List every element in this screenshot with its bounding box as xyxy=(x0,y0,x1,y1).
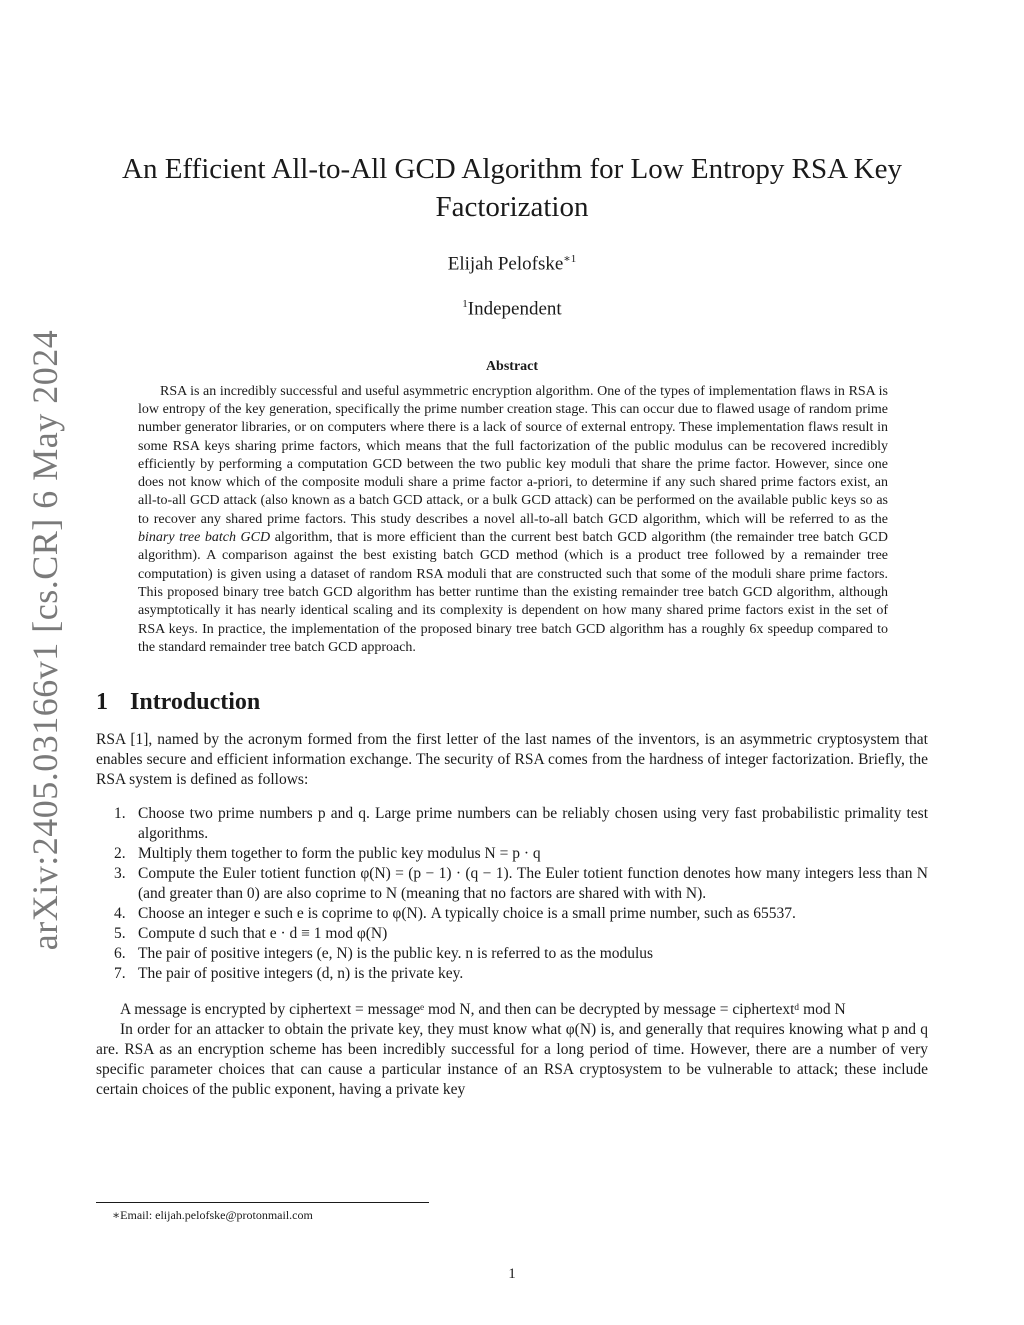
affiliation-name: Independent xyxy=(467,298,562,320)
section-heading-introduction xyxy=(96,689,928,716)
list-item xyxy=(114,964,928,984)
section-title: Introduction xyxy=(130,689,261,716)
list-item-text: Compute d such that e · d ≡ 1 mod φ(N) xyxy=(138,925,388,943)
abstract-heading: Abstract xyxy=(485,358,539,374)
list-item-number: 5. xyxy=(114,925,126,943)
encryption-paragraph: A message is encrypted by ciphertext = messageᵉ mod N, and then can be decrypted by message = ciphertextᵈ mod N xyxy=(120,1001,846,1019)
abstract-emphasis: binary tree batch GCD xyxy=(138,530,271,546)
rsa-steps-list xyxy=(114,804,928,984)
list-item xyxy=(114,944,928,964)
page-number: 1 xyxy=(508,1266,516,1282)
list-item-text: The pair of positive integers (d, n) is the private key. xyxy=(138,965,464,983)
affiliation-line xyxy=(96,291,928,322)
list-item-text: Choose an integer e such e is coprime to φ(N). A typically choice is a small prime number, such as 65537. xyxy=(138,905,796,923)
list-item xyxy=(114,844,928,864)
list-item xyxy=(114,864,928,904)
author-mark: ∗1 xyxy=(563,253,577,265)
footnote-divider xyxy=(96,1202,429,1203)
list-item-text: Choose two prime numbers p and q. Large prime numbers can be reliably chosen using very fast probabilistic primality test algorithms. xyxy=(138,805,928,843)
list-item-number: 6. xyxy=(114,945,126,963)
abstract-text-part-1: RSA is an incredibly successful and useful asymmetric encryption algorithm. One of the types of implementation flaws in RSA is low entropy of the key generation, specifically the prime number creation stage. This can occur due to flawed usage of random prime number generator libraries, or on computers where there is a lack of source of external entropy. These implementation flaws result in some RSA keys sharing prime factors, which means that the full factorization of the public modulus can be recovered incredibly efficiently by performing a computation GCD between the two public key moduli that share the prime factor. However, since one does not know which of the composite moduli share a prime factor a-priori, to determine if any such shared prime factors exist, an all-to-all GCD attack (also known as a batch GCD attack, or a bulk GCD attack) can be performed on the available public keys so as to recover any shared prime factors. This study describes a novel all-to-all batch GCD algorithm, which will be referred to as the xyxy=(138,383,888,527)
attack-paragraph: In order for an attacker to obtain the private key, they must know what φ(N) is, and generally that requires knowing what p and q are. RSA as an encryption scheme has been incredibly successful for a long period of time. However, there are a number of very specific parameter choices that can cause a particular instance of an RSA cryptosystem to be vulnerable to attack; these include certain choices of the public exponent, having a private key xyxy=(96,1021,928,1099)
list-item-text: Compute the Euler totient function φ(N) = (p − 1) · (q − 1). The Euler totient function denotes how many integers less than N (and greater than 0) are also coprime to N (meaning that no factors are shared with with N). xyxy=(138,865,928,903)
abstract-text-part-2: algorithm, that is more efficient than the current best batch GCD algorithm (the remainder tree batch GCD algorithm). A comparison against the best existing batch GCD method (which is a product tree followed by a remainder tree computation) is given using a dataset of random RSA moduli that are constructed such that some of the moduli share prime factors. This proposed binary tree batch GCD algorithm has better runtime than the existing remainder tree batch GCD algorithm, although asymptotically it has nearly identical scaling and its complexity is dependent on how many shared prime factors exist in the set of RSA keys. In practice, the implementation of the proposed binary tree batch GCD algorithm has a roughly 6x speedup compared to the standard remainder tree batch GCD approach. xyxy=(138,530,889,655)
paper-page xyxy=(96,150,928,1100)
intro-paragraph: RSA [1], named by the acronym formed from the first letter of the last names of the inventors, is an asymmetric cryptosystem that enables secure and efficient information exchange. The security of RSA comes from the hardness of integer factorization. Briefly, the RSA system is defined as follows: xyxy=(96,731,928,789)
list-item-number: 7. xyxy=(114,965,126,983)
paper-title: An Efficient All-to-All GCD Algorithm for Low Entropy RSA Key Factorization xyxy=(122,153,902,223)
arxiv-identifier-stamp: arXiv:2405.03166v1 [cs.CR] 6 May 2024 xyxy=(25,329,65,951)
list-item xyxy=(114,804,928,844)
author-line xyxy=(96,246,928,277)
author-name: Elijah Pelofske xyxy=(447,253,564,275)
list-item-number: 2. xyxy=(114,845,126,863)
abstract-body xyxy=(138,383,888,657)
list-item-number: 3. xyxy=(114,865,126,883)
affiliation-mark: 1 xyxy=(462,298,468,311)
list-item-number: 4. xyxy=(114,905,126,923)
list-item xyxy=(114,924,928,944)
list-item-number: 1. xyxy=(114,805,126,823)
list-item-text: Multiply them together to form the public key modulus N = p · q xyxy=(138,845,541,863)
list-item-text: The pair of positive integers (e, N) is the public key. n is referred to as the modulus xyxy=(138,945,654,963)
footnote-email: ∗Email: elijah.pelofske@protonmail.com xyxy=(112,1208,313,1222)
section-number: 1 xyxy=(96,689,108,716)
list-item xyxy=(114,904,928,924)
